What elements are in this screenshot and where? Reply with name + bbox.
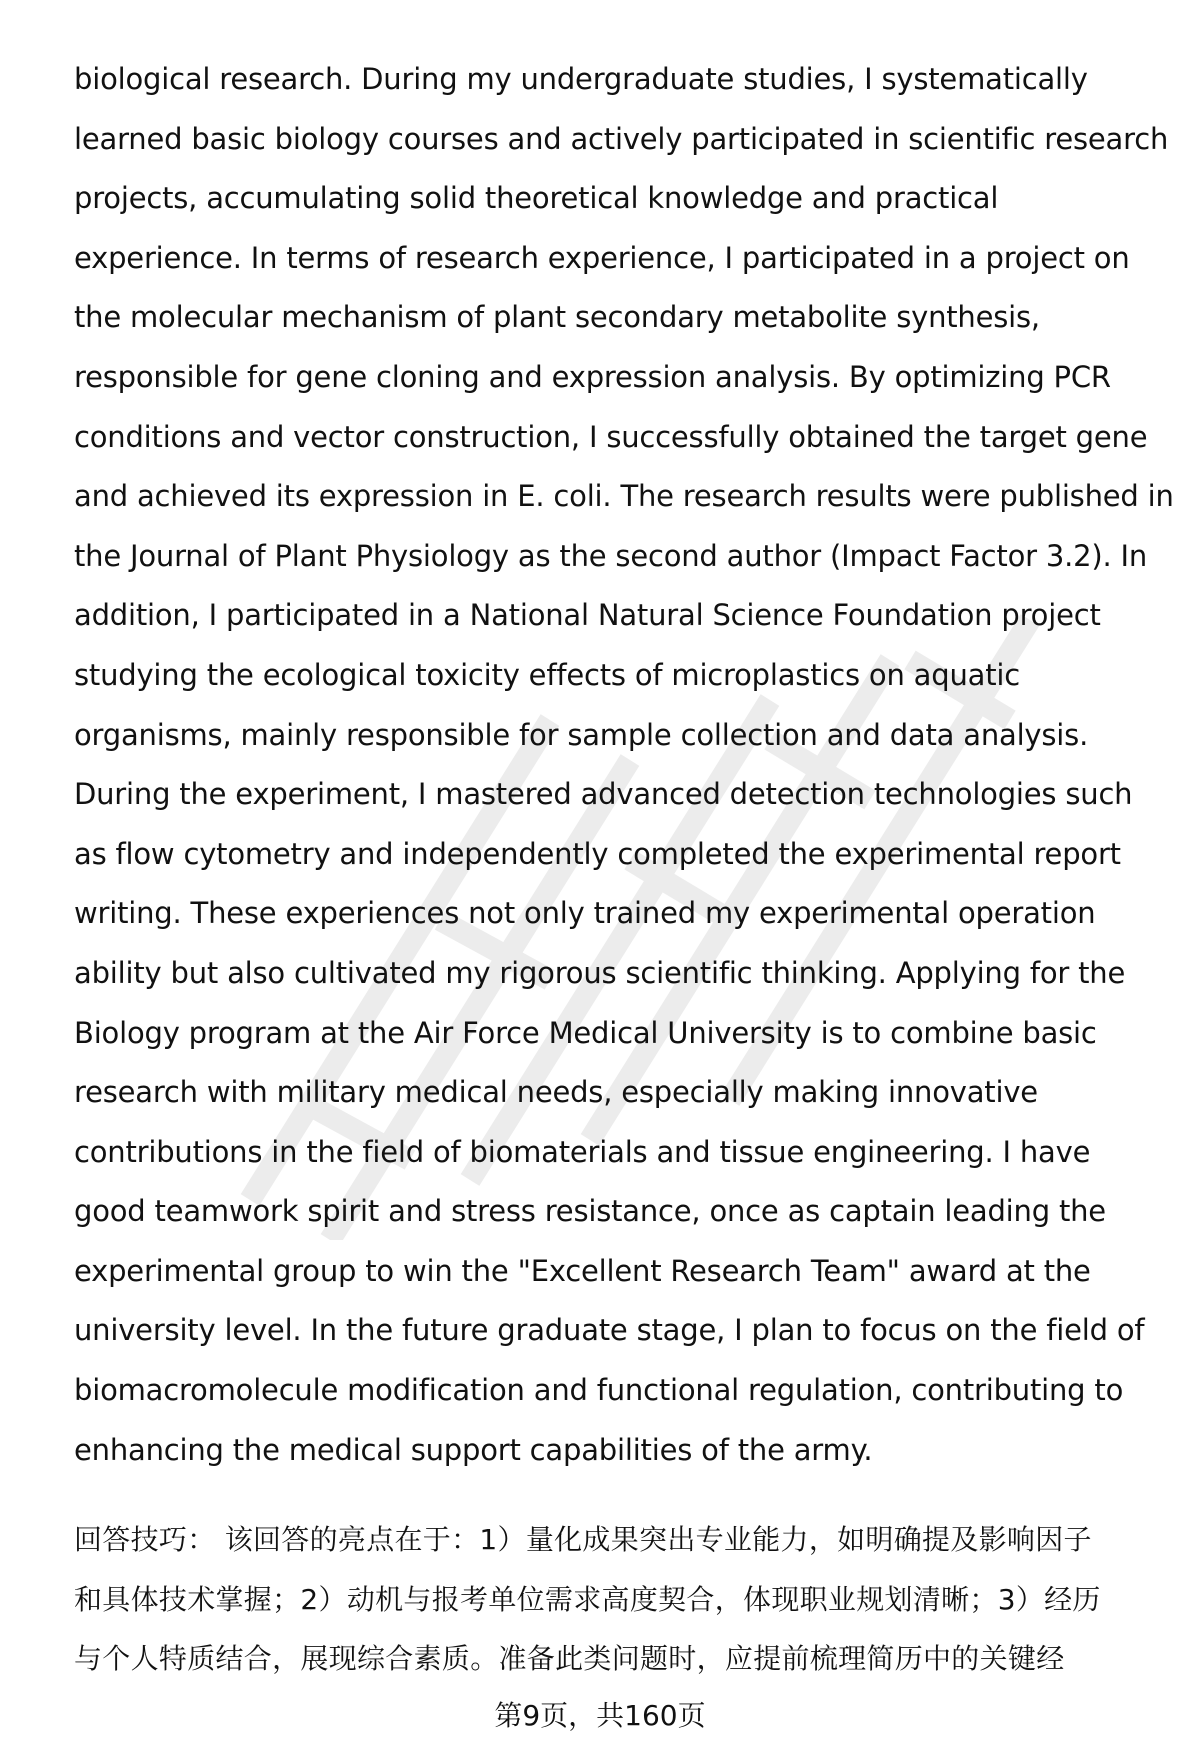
text-line: experimental group to win the "Excellent Research Team" award at the: [74, 1253, 1091, 1288]
text-line: the Journal of Plant Physiology as the second author (Impact Factor 3.2). In: [74, 538, 1148, 573]
text-line: During the experiment, I mastered advanced detection technologies such: [74, 777, 1133, 812]
text-line: research with military medical needs, especially making innovative: [74, 1075, 1038, 1110]
tips-line: 回答技巧： 该回答的亮点在于：1）量化成果突出专业能力，如明确提及影响因子: [74, 1523, 1092, 1556]
text-line: writing. These experiences not only trained my experimental operation: [74, 896, 1096, 931]
text-line: university level. In the future graduate stage, I plan to focus on the field of: [74, 1313, 1145, 1348]
text-line: conditions and vector construction, I successfully obtained the target gene: [74, 419, 1148, 454]
text-line: studying the ecological toxicity effects of microplastics on aquatic: [74, 657, 1020, 692]
text-line: biomacromolecule modification and functional regulation, contributing to: [74, 1373, 1124, 1408]
tips-line: 与个人特质结合，展现综合素质。准备此类问题时，应提前梳理简历中的关键经: [74, 1642, 1065, 1676]
text-line: enhancing the medical support capabilities of the army.: [74, 1432, 873, 1467]
text-line: organisms, mainly responsible for sample collection and data analysis.: [74, 717, 1089, 752]
text-line: projects, accumulating solid theoretical knowledge and practical: [74, 181, 999, 216]
text-line: the molecular mechanism of plant secondary metabolite synthesis,: [74, 300, 1040, 335]
text-line: as flow cytometry and independently completed the experimental report: [74, 836, 1121, 871]
text-line: addition, I participated in a National Natural Science Foundation project: [74, 598, 1101, 633]
tips-line: 和具体技术掌握；2）动机与报考单位需求高度契合，体现职业规划清晰；3）经历: [74, 1582, 1101, 1616]
text-line: Biology program at the Air Force Medical University is to combine basic: [74, 1015, 1097, 1050]
text-line: responsible for gene cloning and expression analysis. By optimizing PCR: [74, 359, 1111, 394]
answer-tips: [74, 1510, 1154, 1689]
text-line: contributions in the field of biomaterials and tissue engineering. I have: [74, 1134, 1091, 1169]
text-line: experience. In terms of research experience, I participated in a project on: [74, 240, 1130, 275]
text-line: learned basic biology courses and actively participated in scientific research: [74, 121, 1169, 156]
text-line: biological research. During my undergraduate studies, I systematically: [74, 62, 1088, 96]
text-line: good teamwork spirit and stress resistance, once as captain leading the: [74, 1194, 1106, 1229]
text-line: ability but also cultivated my rigorous scientific thinking. Applying for the: [74, 955, 1126, 990]
page-number-footer: 第9页，共160页: [494, 1699, 706, 1732]
answer-paragraph: [74, 50, 1174, 1480]
text-line: and achieved its expression in E. coli. The research results were published in: [74, 479, 1174, 514]
